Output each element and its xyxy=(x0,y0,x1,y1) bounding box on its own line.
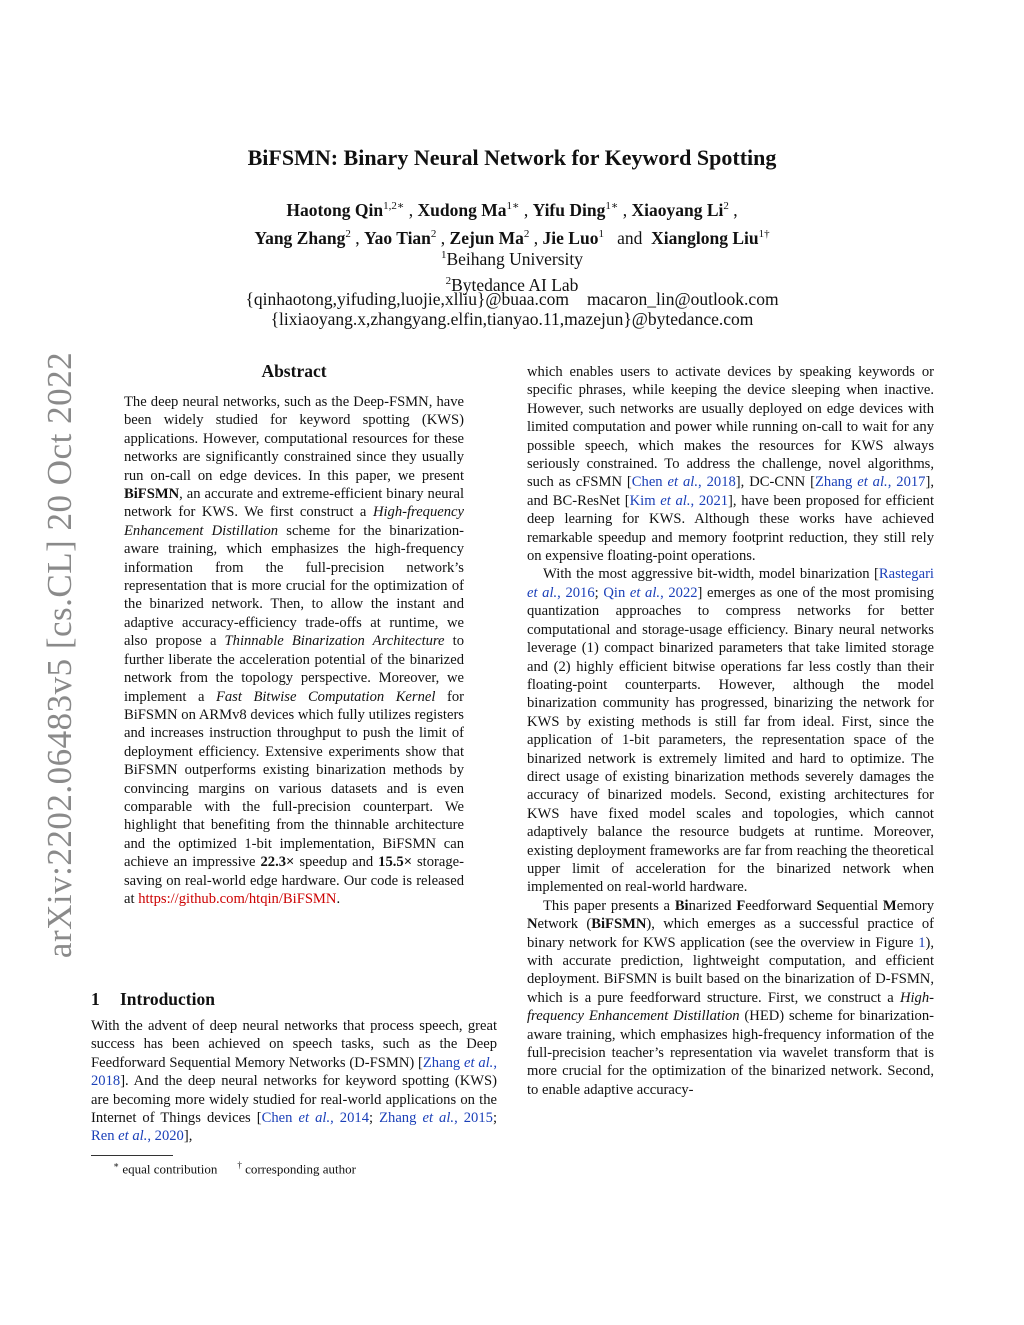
citation-link[interactable]: Chen et al., 2014 xyxy=(261,1110,369,1127)
author-line-1: Haotong Qin$^{1,2∗}$ , Xudong $Ma^{1∗}$ , Yifu Ding$^{1∗}$ , Xiaoyang Li$^2$ , xyxy=(286,199,738,220)
affil-name: Bytedance AI Lab xyxy=(451,274,579,295)
intro-paragraph: With the advent of deep neural networks that process speech, great success has been achieved on speech tasks, such as the Deep Feedforward Sequential Memory Networks (D-FSMN) [Zhang et al., 2018]. And the deep neural networks for keyword spotting (KWS) are becoming more widely studied for real-world applications on the Internet of Things devices [Chen et al., 2014; Zhang et al., 2015; Ren et al., 2020], xyxy=(91,1018,498,1145)
author-sup: 1,2∗ xyxy=(383,200,405,212)
author-sup: 2 xyxy=(430,227,437,240)
affil-name: Beihang University xyxy=(446,248,584,269)
email-block xyxy=(0,289,1024,329)
citation-link[interactable]: Zhang et al., 2015 xyxy=(379,1110,493,1127)
author-name: Haotong Qin xyxy=(286,199,384,220)
paper-title: BiFSMN: Binary Neural Network for Keyword Spotting xyxy=(247,145,777,170)
footnote-rule xyxy=(91,1155,173,1156)
email-line-1 xyxy=(0,289,1024,309)
author-line-2: Yang Zhang$^2$ , Yao Tian$^2$ , Zejun Ma$^2$ , Jie Luo$^1$ and Xianglong Liu$^{1\dagger}$ xyxy=(254,227,770,248)
author-name: Xianglong Liu xyxy=(651,227,759,248)
abstract-paragraph: The deep neural networks, such as the Deep-FSMN, have been widely studied for keyword spotting (KWS) applications. However, computational resources for these networks are significantly constrained since they usually run on-call on edge devices. In this paper, we present BiFSMN, an accurate and extreme-efficient binary neural network for KWS. We first construct a High-frequency Enhancement Distillation scheme for the binarization-aware training, which emphasizes the high-frequency information from the full-precision network’s representation that is more crucial for the optimization of the binarized network. Then, to allow the instant and adaptive accuracy-efficiency trade-offs at runtime, we also propose a Thinnable Binarization Architecture to further liberate the acceleration potential of the binarized network from the topology perspective. Moreover, we implement a Fast Bitwise Computation Kernel for BiFSMN on ARMv8 devices which fully utilizes registers and increases instruction throughput to push the limit of deployment efficiency. Extensive experiments show that BiFSMN outperforms existing binarization methods by convincing margins on various datasets and is even comparable with the full-precision counterpart. We highlight that benefiting from the thinnable architecture and the optimized 1-bit implementation, BiFSMN can achieve an impressive 22.3× speedup and 15.5× storage-saving on real-world edge hardware. Our code is released at https://github.com/htqin/BiFSMN. xyxy=(124,394,465,907)
author-name: Yao Tian xyxy=(363,227,431,248)
email-outlook: macaron_lin@outlook.com xyxy=(587,289,779,309)
section-title: Introduction xyxy=(120,989,215,1009)
introduction-body-left xyxy=(91,1017,497,1146)
author-name: Xudong Ma xyxy=(417,199,507,220)
citation-link[interactable]: Qin et al., 2022 xyxy=(603,584,698,601)
author-and: and xyxy=(617,227,643,248)
section-heading-introduction xyxy=(91,989,215,1010)
author-name: Yifu Ding xyxy=(532,199,606,220)
introduction-body-right xyxy=(527,363,934,1099)
citation-link[interactable]: Zhang et al., 2018 xyxy=(91,1054,497,1090)
affil-sup: 1 xyxy=(440,249,447,261)
author-name: Zejun Ma xyxy=(449,227,524,248)
intro-paragraph: which enables users to activate devices by speaking keywords or specific phrases, while keeping the device sleeping when inactive. However, such networks are usually deployed on edge devices with limited computation and power while running on-call to wait for any possible speech, which makes the resources for KWS always seriously constrained. To address the challenge, novel algorithms, such as cFSMN [Chen et al., 2018], DC-CNN [Zhang et al., 2017], and BC-ResNet [Kim et al., 2021], have been proposed for efficient deep learning for KWS. Although these works have achieved remarkable speedup and memory footprint reduction, they still rely on expensive floating-point operations. xyxy=(527,364,934,565)
author-list xyxy=(0,194,1024,250)
author-sup: 1∗ xyxy=(506,200,520,212)
author-name: Yang Zhang xyxy=(254,227,346,248)
affiliation-beihang xyxy=(0,244,1024,270)
citation-link[interactable]: Ren et al., 2020 xyxy=(91,1128,184,1145)
author-sup: 2 xyxy=(723,200,729,212)
arxiv-identifier: arXiv:2202.06483v5 [cs.CL] 20 Oct 2022 xyxy=(40,351,79,959)
citation-link[interactable]: Rastegari et al., 2016 xyxy=(527,566,934,601)
abstract-body xyxy=(124,393,464,908)
author-sup: 1† xyxy=(758,227,770,240)
affiliations xyxy=(0,244,1024,296)
email-line-2: {lixiaoyang.x,zhangyang.elfin,tianyao.11,mazejun}@bytedance.com xyxy=(270,309,754,329)
citation-link[interactable]: Chen et al., 2018 xyxy=(631,474,736,491)
section-number: 1 xyxy=(91,989,100,1009)
email-buaa: {qinhaotong,yifuding,luojie,xlliu}@buaa.com xyxy=(245,289,569,309)
affil-sup: 2 xyxy=(445,274,452,287)
figure-reference-link[interactable]: 1 xyxy=(918,934,926,951)
author-sup: 1∗ xyxy=(605,200,619,212)
code-link[interactable]: https://github.com/htqin/BiFSMN xyxy=(138,890,337,907)
abstract-heading: Abstract xyxy=(261,361,327,381)
footnote: ∗ equal contribution † corresponding author xyxy=(113,1160,356,1177)
author-name: Xiaoyang Li xyxy=(631,199,724,220)
citation-link[interactable]: Zhang et al., 2017 xyxy=(814,474,926,491)
author-name: Jie Luo xyxy=(542,227,599,248)
author-sup: 1 xyxy=(598,227,604,240)
intro-paragraph: With the most aggressive bit-width, model binarization [Rastegari et al., 2016; Qin et al., 2022] emerges as one of the most promising quantization approaches to compress networks for better computational and storage-usage efficiency. Binary neural networks leverage (1) compact binarized parameters that take limited storage and (2) highly efficient bitwise operations far less costly than their floating-point counterparts. However, although the model binarization community has progressed, binarizing the network for KWS by existing methods is still far from ideal. First, since the application of 1-bit parameters, the representation space of the binarized network is extremely limited and hard to optimize. The direct usage of existing binarization methods severely damages the accuracy of binarized models. Second, existing architectures for KWS have fixed model scales and topologies, which cannot adaptively balance the resource budgets at runtime. Moreover, existing deployment frameworks are far from reaching the theoretical upper limit of acceleration for the binarized network when implemented on real-world hardware. xyxy=(527,566,935,896)
author-sup: 2 xyxy=(345,227,351,240)
citation-link[interactable]: Kim et al., 2021 xyxy=(629,492,729,509)
author-sup: 2 xyxy=(523,227,530,240)
intro-paragraph: This paper presents a Binarized Feedforward Sequential Memory Network (BiFSMN), which emerges as a successful practice of binary network for KWS application (see the overview in Figure 1), with accurate prediction, lightweight computation, and efficient deployment. BiFSMN is built based on the binarization of D-FSMN, which is a pure feedforward structure. First, we construct a High-frequency Enhancement Distillation (HED) scheme for binarization-aware training, which emphasizes high-frequency information of the full-precision teacher’s representation via wavelet transform that is more crucial for the optimization of the binarized network. Second, to enable adaptive accuracy- xyxy=(527,897,934,1098)
